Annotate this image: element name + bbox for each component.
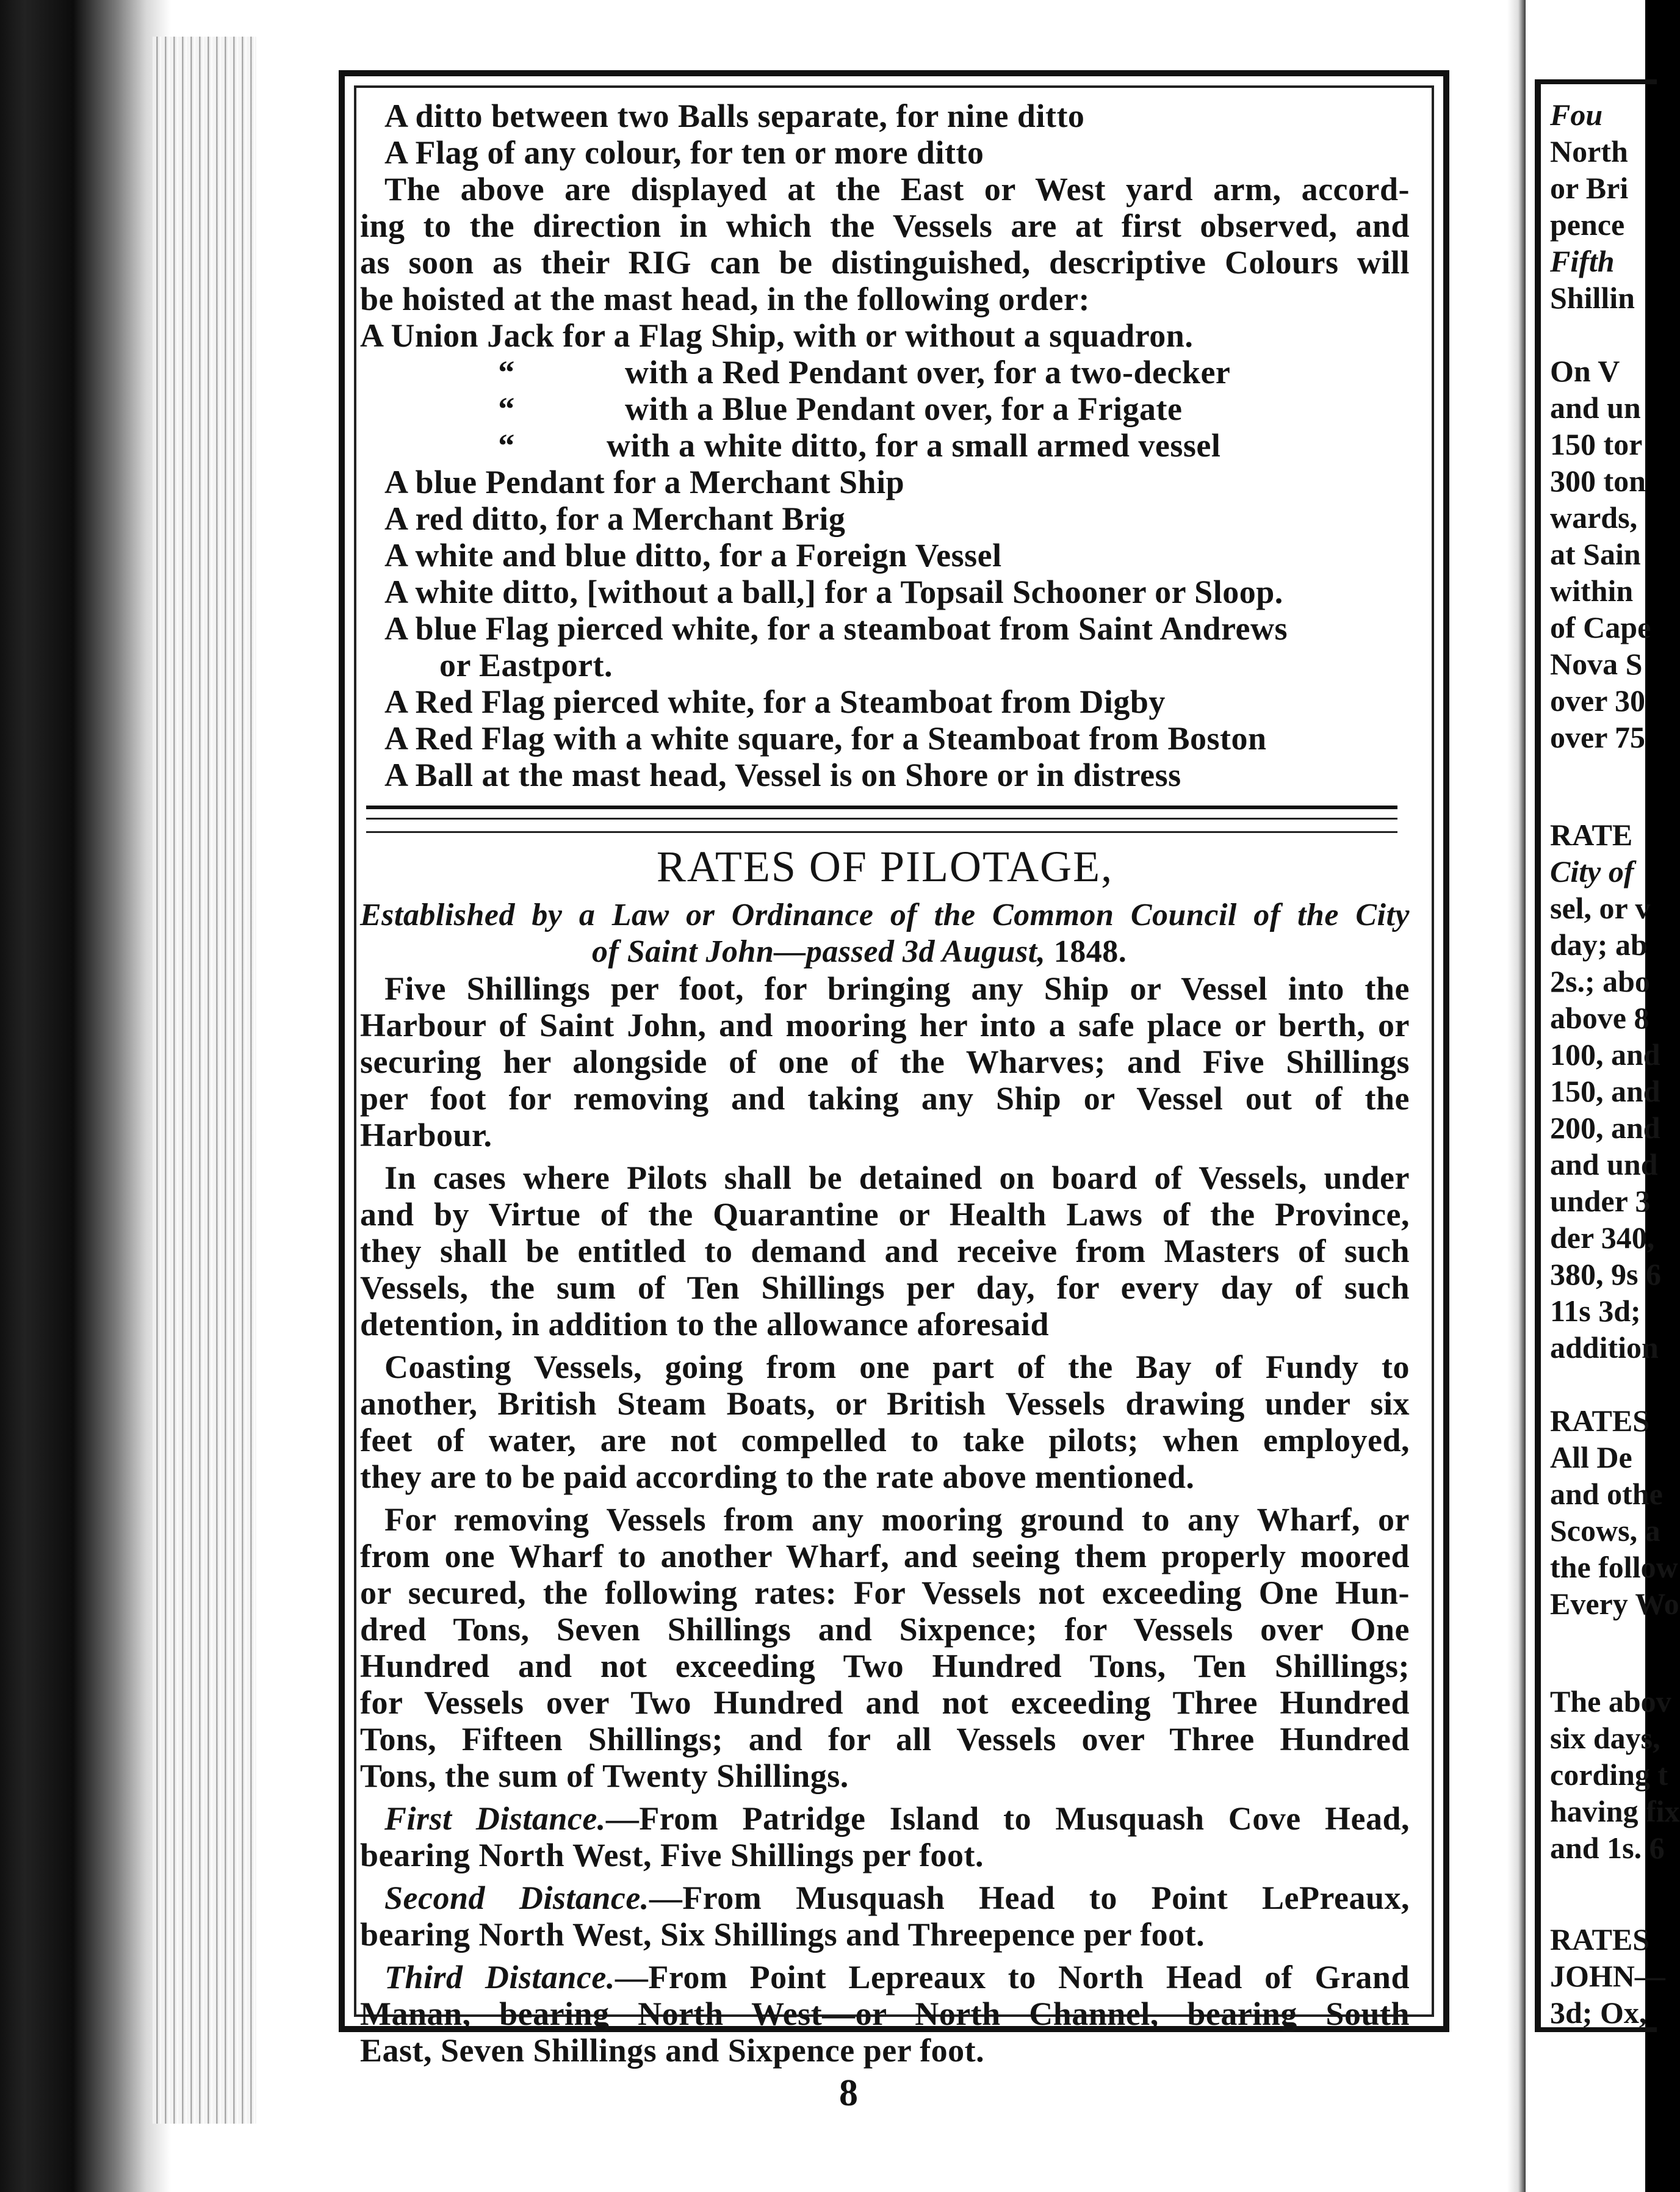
right-page-text	[1550, 98, 1680, 2030]
right-page-fragment: and und	[1550, 1147, 1658, 1181]
distance-line: bearing North West, Six Shillings and Threepence per foot.	[360, 1916, 1205, 1953]
right-page-fragment: 380, 9s 6	[1550, 1257, 1661, 1291]
right-page-fragment: wards,	[1550, 500, 1638, 535]
signal-item: A white ditto, [without a ball,] for a Topsail Schooner or Sloop.	[384, 574, 1283, 610]
right-page-fragment: and othe	[1550, 1477, 1663, 1511]
right-page-fragment: North	[1550, 134, 1628, 168]
right-page-fragment: and 1s. 6	[1550, 1831, 1665, 1865]
paragraph-line: Five Shillings per foot, for bringing any Ship or Vessel into the	[384, 970, 1410, 1007]
signals-paragraph-line: be hoisted at the mast head, in the following order:	[360, 281, 1090, 317]
distance-label: Second Distance.	[384, 1880, 649, 1916]
ditto-mark: “	[498, 354, 515, 391]
distance-line	[384, 1800, 1410, 1837]
right-page-fragment: RATES	[1550, 1404, 1650, 1438]
right-page-fragment: Shillin	[1550, 281, 1635, 315]
right-page-fragment: 150 tor	[1550, 427, 1643, 461]
right-page-fragment: RATES	[1550, 1922, 1650, 1956]
signal-item: A white and blue ditto, for a Foreign Vessel	[384, 537, 1002, 574]
section-divider-thin	[366, 831, 1397, 833]
distance-text: —From Point Lepreaux to North Head of Grand	[615, 1959, 1410, 1996]
signal-item: A blue Flag pierced white, for a steamboat from Saint Andrews	[384, 610, 1288, 647]
right-page-fragment: Scows, a	[1550, 1513, 1660, 1548]
distance-line	[384, 1959, 1410, 1996]
signal-item: A Union Jack for a Flag Ship, with or without a squadron.	[360, 317, 1194, 354]
ditto-mark: “	[498, 427, 515, 464]
paragraph-line: dred Tons, Seven Shillings and Sixpence; for Vessels over One	[360, 1611, 1410, 1648]
distance-line: Manan, bearing North West—or North Channel, bearing South	[360, 1996, 1410, 2032]
right-page-fragment: 150, and	[1550, 1074, 1660, 1108]
signal-item: A Red Flag with a white square, for a Steamboat from Boston	[384, 720, 1267, 757]
page-number: 8	[839, 2072, 858, 2114]
paragraph-line: they shall be entitled to demand and receive from Masters of such	[360, 1233, 1410, 1269]
pilotage-subtitle-line2	[592, 934, 1127, 970]
paragraph-line: Coasting Vessels, going from one part of the Bay of Fundy to	[384, 1349, 1410, 1385]
signal-item: A red ditto, for a Merchant Brig	[384, 500, 846, 537]
paragraph-line: Tons, Fifteen Shillings; and for all Vessels over Three Hundred	[360, 1721, 1410, 1758]
right-page-fragment: above 8	[1550, 1001, 1649, 1035]
distance-text: —From Patridge Island to Musquash Cove Head,	[605, 1800, 1410, 1837]
distance-line	[384, 1880, 1410, 1916]
paragraph-line: feet of water, are not compelled to take pilots; when employed,	[360, 1422, 1410, 1458]
right-page-fragment: the follow	[1550, 1550, 1678, 1584]
right-page-fragment: JOHN—	[1550, 1959, 1665, 1993]
right-page-fragment: at Sain	[1550, 537, 1641, 571]
paragraph-line: they are to be paid according to the rate above mentioned.	[360, 1458, 1195, 1495]
right-page-fragment: City of	[1550, 854, 1634, 889]
right-page-fragment: 11s 3d;	[1550, 1294, 1641, 1328]
paragraph-line: per foot for removing and taking any Ship or Vessel out of the	[360, 1080, 1410, 1117]
right-page-fragment: under 3	[1550, 1184, 1651, 1218]
right-page-fragment: Nova S	[1550, 647, 1643, 681]
right-page-fragment: Fou	[1550, 98, 1603, 132]
right-page-fragment: 300 ton	[1550, 464, 1646, 498]
signal-item: A Ball at the mast head, Vessel is on Shore or in distress	[384, 757, 1181, 793]
pilotage-subtitle-italic: of Saint John—passed 3d August,	[592, 934, 1046, 969]
signal-item-text: with a Blue Pendant over, for a Frigate	[625, 391, 1183, 427]
signal-item-ditto	[470, 391, 1182, 427]
section-divider-thin	[366, 818, 1397, 820]
paragraph-line: Harbour.	[360, 1117, 492, 1153]
right-page-fragment: of Cape	[1550, 610, 1651, 644]
signal-item-text: with a Red Pendant over, for a two-decker	[625, 354, 1231, 391]
signals-paragraph-line: ing to the direction in which the Vessels are at first observed, and	[360, 207, 1410, 244]
right-page-fragment: having fix	[1550, 1794, 1680, 1828]
paragraph-line: securing her alongside of one of the Wharves; and Five Shillings	[360, 1044, 1410, 1080]
paragraph-line: Harbour of Saint John, and mooring her into a safe place or berth, or	[360, 1007, 1410, 1044]
distance-label: First Distance.	[384, 1800, 606, 1837]
right-page-fragment: within	[1550, 574, 1634, 608]
paragraph-line: Tons, the sum of Twenty Shillings.	[360, 1758, 849, 1794]
right-page-fragment: sel, or v	[1550, 891, 1651, 925]
signal-line: A Flag of any colour, for ten or more ditto	[384, 134, 984, 171]
right-page-fragment: day; ab	[1550, 928, 1648, 962]
paragraph-line: Hundred and not exceeding Two Hundred Tons, Ten Shillings;	[360, 1648, 1410, 1684]
right-page-fragment: and un	[1550, 391, 1641, 425]
right-page-fragment: six days,	[1550, 1721, 1660, 1755]
right-page-fragment: All De	[1550, 1440, 1632, 1474]
distance-line: bearing North West, Five Shillings per foot.	[360, 1837, 984, 1873]
signal-item-text: with a white ditto, for a small armed vessel	[607, 427, 1221, 464]
right-page-fragment: Every Wo	[1550, 1587, 1679, 1621]
signals-paragraph-line: The above are displayed at the East or West yard arm, accord-	[384, 171, 1410, 207]
right-page-fragment: The abov	[1550, 1684, 1671, 1718]
paragraph-line: or secured, the following rates: For Vessels not exceeding One Hun-	[360, 1574, 1410, 1611]
right-page-fragment: over 30	[1550, 683, 1645, 718]
pilotage-subtitle: Established by a Law or Ordinance of the Common Council of the City	[360, 898, 1410, 932]
pilotage-subtitle-year: 1848.	[1045, 934, 1127, 969]
signal-item: A blue Pendant for a Merchant Ship	[384, 464, 905, 500]
paragraph-line: For removing Vessels from any mooring ground to any Wharf, or	[384, 1501, 1410, 1538]
signal-item-ditto	[470, 427, 1220, 464]
paragraph-line: detention, in addition to the allowance aforesaid	[360, 1306, 1050, 1343]
right-page-fragment: der 340,	[1550, 1220, 1655, 1255]
distance-line: East, Seven Shillings and Sixpence per foot.	[360, 2032, 985, 2069]
distance-text: —From Musquash Head to Point LePreaux,	[649, 1880, 1410, 1916]
paragraph-line: another, British Steam Boats, or British Vessels drawing under six	[360, 1385, 1410, 1422]
paragraph-line: Vessels, the sum of Ten Shillings per day, for every day of such	[360, 1269, 1410, 1306]
paragraph-line: for Vessels over Two Hundred and not exceeding Three Hundred	[360, 1684, 1410, 1721]
signal-item-ditto	[470, 354, 1230, 391]
signals-paragraph-line: as soon as their RIG can be distinguished, descriptive Colours will	[360, 244, 1410, 281]
paragraph-line: and by Virtue of the Quarantine or Health Laws of the Province,	[360, 1196, 1410, 1233]
right-page-fragment: RATE	[1550, 818, 1633, 852]
paragraph-line: In cases where Pilots shall be detained on board of Vessels, under	[384, 1159, 1410, 1196]
pilotage-title: RATES OF PILOTAGE,	[656, 842, 1114, 891]
signal-item: A Red Flag pierced white, for a Steamboat from Digby	[384, 683, 1166, 720]
right-page-fragment: Fifth	[1550, 244, 1615, 278]
right-page-fragment: 200, and	[1550, 1111, 1660, 1145]
signal-line: A ditto between two Balls separate, for nine ditto	[384, 98, 1085, 134]
right-page-fragment: pence	[1550, 207, 1625, 242]
section-divider-thick	[366, 806, 1397, 809]
right-page-fragment: 2s.; abo	[1550, 964, 1650, 998]
distance-label: Third Distance.	[384, 1959, 615, 1996]
right-page-fragment: addition	[1550, 1330, 1659, 1365]
right-page-fragment: 3d; Ox,	[1550, 1996, 1647, 2030]
paragraph-line: from one Wharf to another Wharf, and seeing them properly moored	[360, 1538, 1410, 1574]
signal-item: or Eastport.	[439, 647, 613, 683]
right-page-fragment: On V	[1550, 354, 1620, 388]
right-page-fragment: cording t	[1550, 1758, 1668, 1792]
right-page-fragment: over 75	[1550, 720, 1645, 754]
right-page-fragment: or Bri	[1550, 171, 1629, 205]
right-page-fragment: 100, and	[1550, 1037, 1660, 1072]
ditto-mark: “	[498, 391, 515, 427]
